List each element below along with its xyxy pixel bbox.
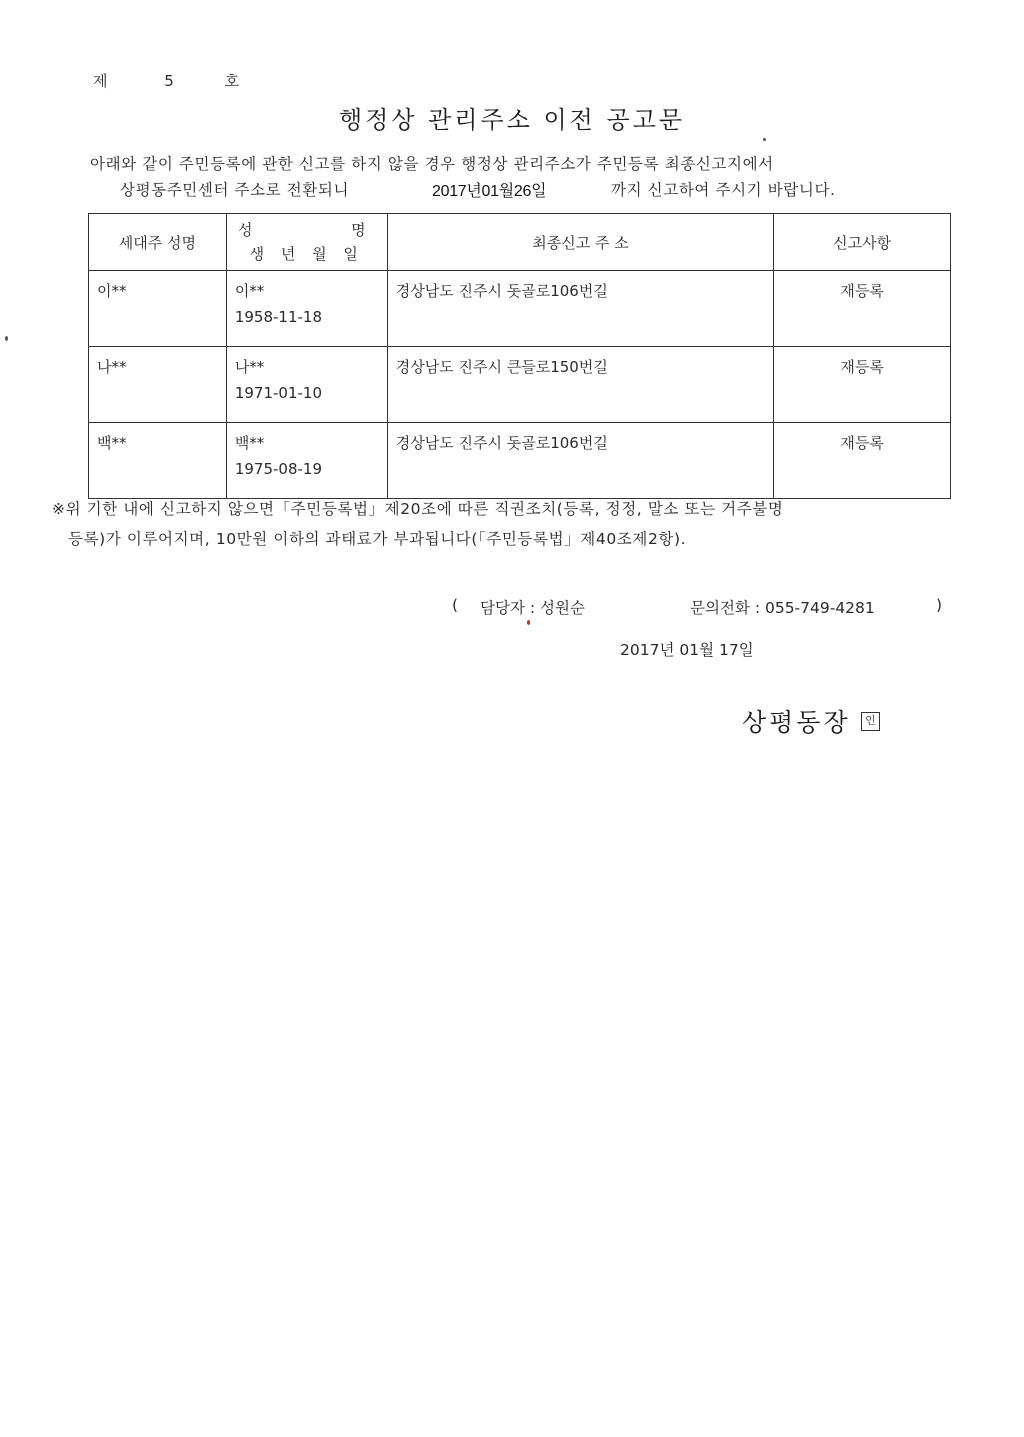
cell-householder: 나** <box>89 347 227 423</box>
table-row <box>89 423 951 499</box>
header-householder: 세대주 성명 <box>89 214 227 271</box>
contact-manager: 담당자 : 성원순 <box>480 599 585 617</box>
cell-name-birthdate <box>226 271 387 347</box>
number-suffix: 호 <box>224 72 240 90</box>
intro-after-deadline: 까지 신고하여 주시기 바랍니다. <box>611 181 836 199</box>
issue-date: 2017년 01월 17일 <box>620 641 754 659</box>
cell-birthdate: 1975-08-19 <box>234 460 322 478</box>
header-name-birthdate <box>226 214 387 271</box>
cell-address: 경상남도 진주시 큰들로150번길 <box>387 347 773 423</box>
signatory-title: 상평동장 <box>742 708 851 737</box>
table-row <box>89 347 951 423</box>
notice-line-1: ※위 기한 내에 신고하지 않으면「주민등록법」제20조에 따른 직권조치(등록, 정정, 말소 또는 거주불명 <box>52 500 784 518</box>
cell-householder: 백** <box>89 423 227 499</box>
intro-before-deadline: 상평동주민센터 주소로 전환되니 <box>120 181 350 199</box>
notice-line-2: 등록)가 이루어지며, 10만원 이하의 과태료가 부과됩니다(「주민등록법」제40조제2항). <box>68 530 687 548</box>
scan-speck <box>527 620 530 625</box>
header-name: 성 명 <box>237 221 376 239</box>
contact-phone: 문의전화 : 055-749-4281 <box>690 599 875 617</box>
header-report: 신고사항 <box>774 214 951 271</box>
cell-birthdate: 1958-11-18 <box>234 308 322 326</box>
header-birthdate: 생 년 월 일 <box>249 245 364 263</box>
cell-report: 재등록 <box>774 271 951 347</box>
table-row <box>89 271 951 347</box>
cell-householder: 이** <box>89 271 227 347</box>
scan-speck <box>763 138 766 141</box>
intro-line-1: 아래와 같이 주민등록에 관한 신고를 하지 않을 경우 행정상 관리주소가 주민등록 최종신고지에서 <box>90 155 774 173</box>
contact-open-paren: ( <box>452 596 459 614</box>
cell-name: 이** <box>234 282 265 300</box>
number-prefix: 제 <box>93 72 108 90</box>
cell-name: 백** <box>234 434 265 452</box>
cell-name-birthdate <box>226 347 387 423</box>
cell-report: 재등록 <box>774 423 951 499</box>
cell-report: 재등록 <box>774 347 951 423</box>
contact-close-paren: ) <box>936 596 943 614</box>
scan-speck <box>5 336 8 341</box>
page-title: 행정상 관리주소 이전 공고문 <box>338 106 686 134</box>
table-header-row <box>89 214 951 271</box>
cell-birthdate: 1971-01-10 <box>234 384 322 402</box>
document-number <box>93 70 239 91</box>
intro-line-2 <box>120 178 836 200</box>
cell-address: 경상남도 진주시 돗골로106번길 <box>387 423 773 499</box>
cell-name-birthdate <box>226 423 387 499</box>
number-value: 5 <box>164 72 174 90</box>
deadline-date: 2017년01월26일 <box>432 183 547 200</box>
cell-name: 나** <box>234 358 265 376</box>
seal-stamp: 인 <box>861 712 880 731</box>
header-address: 최종신고 주 소 <box>387 214 773 271</box>
cell-address: 경상남도 진주시 돗골로106번길 <box>387 271 773 347</box>
records-table <box>88 213 951 499</box>
